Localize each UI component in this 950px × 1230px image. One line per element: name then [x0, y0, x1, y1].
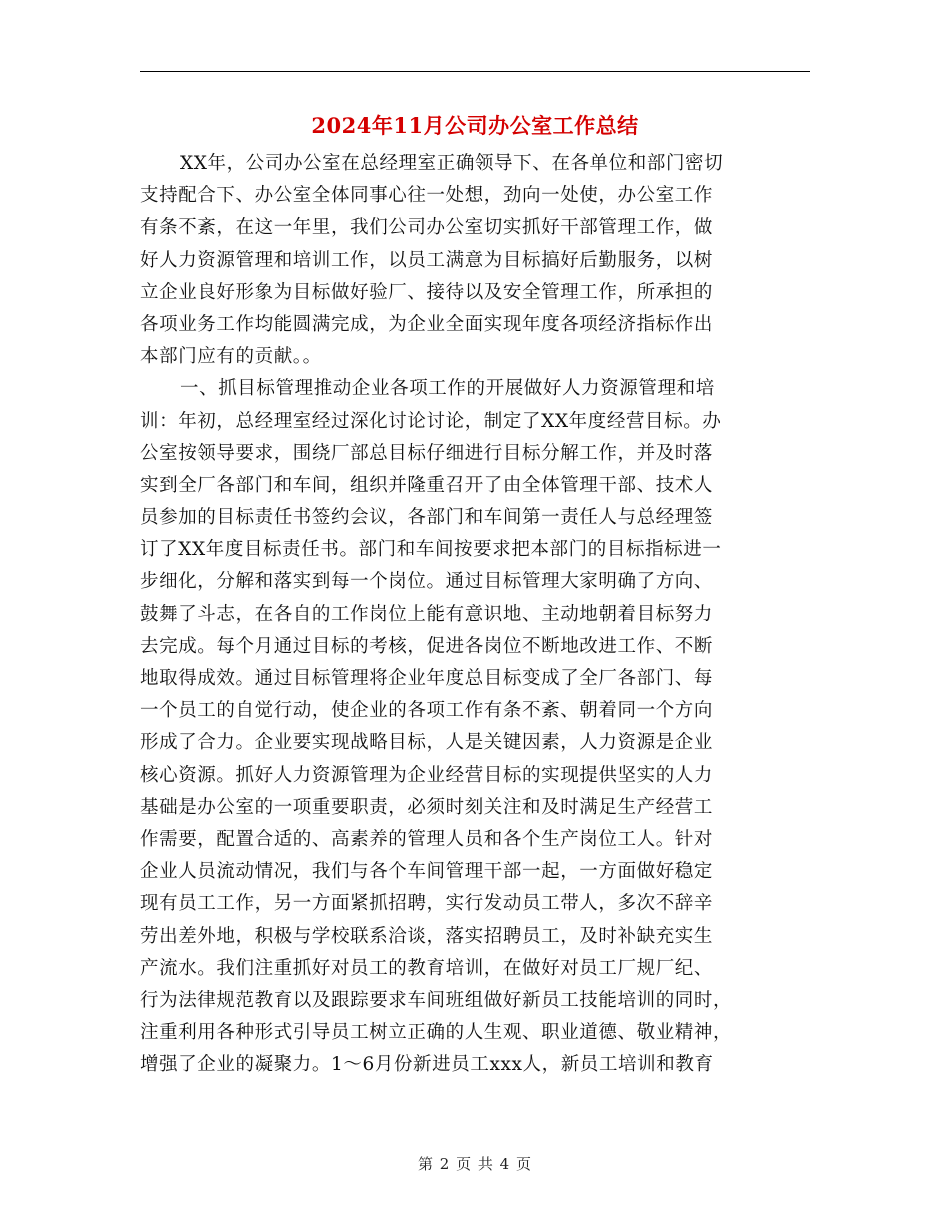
text-line: 核心资源。抓好人力资源管理为企业经营目标的实现提供坚实的人力	[140, 764, 714, 786]
text-line: 鼓舞了斗志，在各自的工作岗位上能有意识地、主动地朝着目标努力	[140, 603, 714, 625]
text-line: 步细化，分解和落实到每一个岗位。通过目标管理大家明确了方向、	[140, 571, 714, 593]
document-body	[140, 148, 806, 1081]
text-line: 增强了企业的凝聚力。1～6月份新进员工xxx人，新员工培训和教育	[140, 1054, 714, 1076]
text-line: 基础是办公室的一项重要职责，必须时刻关注和及时满足生产经营工	[140, 796, 714, 818]
text-line: 订了XX年度目标责任书。部门和车间按要求把本部门的目标指标进一	[140, 539, 722, 561]
text-line: 企业人员流动情况，我们与各个车间管理干部一起，一方面做好稳定	[140, 861, 714, 883]
page-number-footer: 第 2 页 共 4 页	[418, 1155, 532, 1173]
text-line: 实到全厂各部门和车间，组织并隆重召开了由全体管理干部、技术人	[140, 474, 714, 496]
text-line: 各项业务工作均能圆满完成，为企业全面实现年度各项经济指标作出	[140, 313, 714, 335]
text-line: 地取得成效。通过目标管理将企业年度总目标变成了全厂各部门、每	[140, 668, 714, 689]
paragraph-section-1	[140, 373, 806, 1081]
header-rule	[140, 71, 810, 72]
text-line: 好人力资源管理和培训工作，以员工满意为目标搞好后勤服务，以树	[140, 249, 714, 271]
text-line: 注重利用各种形式引导员工树立正确的人生观、职业道德、敬业精神，	[140, 1022, 733, 1044]
paragraph-intro	[140, 148, 806, 373]
text-line: 员参加的目标责任书签约会议，各部门和车间第一责任人与总经理签	[140, 507, 714, 529]
document-title: 2024年11月公司办公室工作总结	[311, 113, 639, 138]
text-line: 劳出差外地，积极与学校联系洽谈，落实招聘员工，及时补缺充实生	[140, 925, 714, 947]
text-line: 本部门应有的贡献。。	[140, 346, 322, 368]
text-line: 一、抓目标管理推动企业各项工作的开展做好人力资源管理和培	[180, 378, 715, 400]
text-line: 立企业良好形象为目标做好验厂、接待以及安全管理工作，所承担的	[140, 281, 714, 303]
text-line: 训：年初，总经理室经过深化讨论讨论，制定了XX年度经营目标。办	[140, 410, 722, 432]
text-line: 作需要，配置合适的、高素养的管理人员和各个生产岗位工人。针对	[140, 828, 714, 850]
text-line: 支持配合下、办公室全体同事心往一处想，劲向一处使，办公室工作	[140, 185, 714, 207]
text-line: 有条不紊，在这一年里，我们公司办公室切实抓好干部管理工作，做	[140, 217, 714, 239]
text-line: 一个员工的自觉行动，使企业的各项工作有条不紊、朝着同一个方向	[140, 700, 714, 722]
text-line: 公室按领导要求，围绕厂部总目标仔细进行目标分解工作，并及时落	[140, 442, 714, 464]
text-line: 形成了合力。企业要实现战略目标，人是关键因素，人力资源是企业	[140, 732, 714, 754]
text-line: 行为法律规范教育以及跟踪要求车间班组做好新员工技能培训的同时，	[140, 989, 733, 1011]
text-line: 现有员工工作，另一方面紧抓招聘，实行发动员工带人，多次不辞辛	[140, 893, 714, 915]
text-line: XX年，公司办公室在总经理室正确领导下、在各单位和部门密切	[180, 153, 724, 174]
text-line: 产流水。我们注重抓好对员工的教育培训，在做好对员工厂规厂纪、	[140, 957, 714, 979]
text-line: 去完成。每个月通过目标的考核，促进各岗位不断地改进工作、不断	[140, 635, 714, 657]
